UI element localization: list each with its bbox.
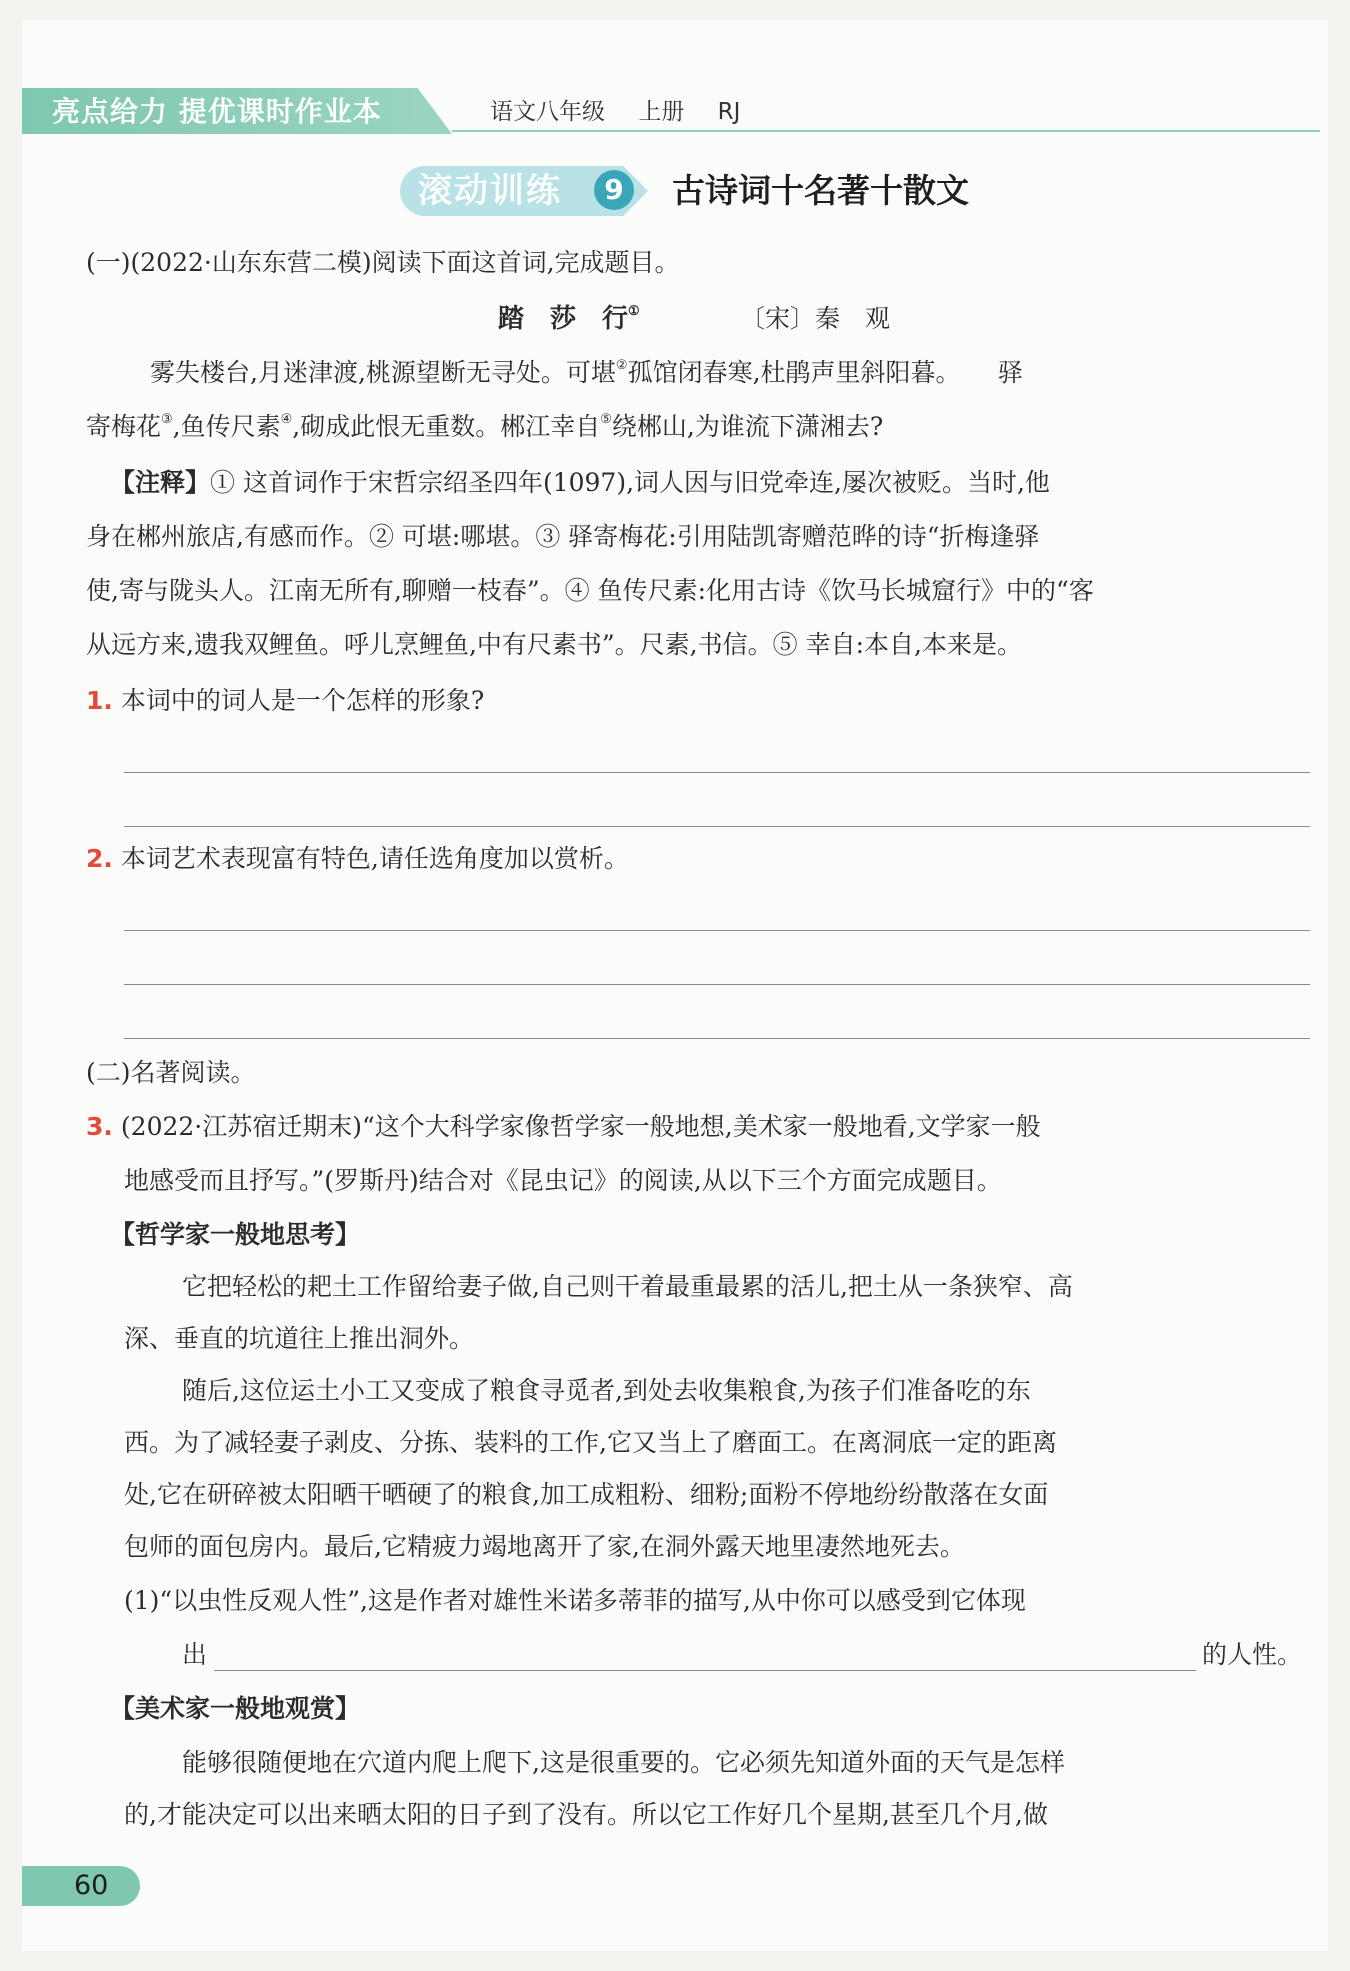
answer-line-q1-2[interactable] bbox=[124, 826, 1310, 827]
part2-heading: (二)名著阅读。 bbox=[86, 1058, 256, 1087]
passage3-line-1: 能够很随便地在穴道内爬上爬下,这是很重要的。它必须先知道外面的天气是怎样 bbox=[182, 1748, 1065, 1777]
passage2-line-1: 随后,这位运土小工又变成了粮食寻觅者,到处去收集粮食,为孩子们准备吃的东 bbox=[182, 1376, 1031, 1405]
header-volume: 上册 bbox=[638, 99, 685, 125]
poem-line-2b: ,鱼传尺素 bbox=[172, 412, 281, 441]
poem-line-1 bbox=[150, 356, 1023, 390]
passage2-line-4: 包师的面包房内。最后,它精疲力竭地离开了家,在洞外露天地里凄然地死去。 bbox=[124, 1532, 965, 1561]
subquestion-1-suffix: 的人性。 bbox=[1202, 1640, 1303, 1669]
header-subject-info bbox=[490, 92, 766, 132]
passage1-line-2: 深、垂直的坑道往上推出洞外。 bbox=[124, 1324, 475, 1353]
poem-note-3: ③ bbox=[161, 412, 173, 427]
question-2-number: 2. bbox=[86, 844, 113, 873]
poem-line-1a: 雾失楼台,月迷津渡,桃源望断无寻处。可堪 bbox=[150, 358, 616, 387]
note-line-1 bbox=[110, 466, 1050, 500]
note-line-1-text: ① 这首词作于宋哲宗绍圣四年(1097),词人因与旧党牵连,屡次被贬。当时,他 bbox=[210, 468, 1050, 497]
section-number: 9 bbox=[594, 170, 634, 210]
poem-note-4: ④ bbox=[280, 412, 293, 427]
header-subject: 语文八年级 bbox=[490, 99, 605, 125]
poem-line-1b: 孤馆闭春寒,杜鹃声里斜阳暮。 驿 bbox=[627, 358, 1024, 387]
poem-line-2a: 寄梅花 bbox=[86, 412, 162, 441]
note-line-3: 使,寄与陇头人。江南无所有,聊赠一枝春”。④ 鱼传尺素:化用古诗《饮马长城窟行》中的“客 bbox=[86, 576, 1094, 605]
question-1 bbox=[86, 684, 484, 718]
page-number: 60 bbox=[74, 1870, 109, 1901]
question-3-text-1: (2022·江苏宿迁期末)“这个大科学家像哲学家一般地想,美术家一般地看,文学家一般 bbox=[120, 1112, 1041, 1141]
poem-line-2c: ,砌成此恨无重数。郴江幸自 bbox=[292, 412, 601, 441]
passage3-line-2: 的,才能决定可以出来晒太阳的日子到了没有。所以它工作好几个星期,甚至几个月,做 bbox=[124, 1800, 1048, 1829]
question-3-line-2: 地感受而且抒写。”(罗斯丹)结合对《昆虫记》的阅读,从以下三个方面完成题目。 bbox=[124, 1166, 1002, 1195]
passage1-line-1: 它把轻松的耙土工作留给妻子做,自己则干着最重最累的活儿,把土从一条狭窄、高 bbox=[182, 1272, 1073, 1301]
note-label: 【注释】 bbox=[110, 468, 211, 497]
answer-line-q1-1[interactable] bbox=[124, 772, 1310, 773]
question-1-text: 本词中的词人是一个怎样的形象? bbox=[120, 686, 485, 715]
poem-title-text: 踏 莎 行 bbox=[498, 304, 629, 334]
header-rule bbox=[452, 130, 1320, 132]
section-badge-label: 滚动训练 bbox=[418, 171, 562, 211]
workbook-page bbox=[22, 20, 1328, 1951]
answer-line-q2-3[interactable] bbox=[124, 1038, 1310, 1039]
answer-line-sq1[interactable] bbox=[214, 1670, 1196, 1671]
part1-heading: (一)(2022·山东东营二模)阅读下面这首词,完成题目。 bbox=[86, 248, 680, 277]
poem-author: 〔宋〕秦 观 bbox=[740, 304, 891, 333]
poem-note-5: ⑤ bbox=[600, 412, 612, 427]
poem-note-2: ② bbox=[615, 358, 628, 373]
answer-line-q2-1[interactable] bbox=[124, 930, 1310, 931]
question-2-text: 本词艺术表现富有特色,请任选角度加以赏析。 bbox=[120, 844, 629, 873]
header-brand: 亮点给力 提优课时作业本 bbox=[52, 95, 382, 128]
subsection-artist-label: 【美术家一般地观赏】 bbox=[110, 1694, 361, 1723]
poem-line-2 bbox=[86, 410, 883, 444]
subquestion-1-prefix: 出 bbox=[182, 1640, 208, 1669]
passage2-line-3: 处,它在研碎被太阳晒干晒硬了的粮食,加工成粗粉、细粉;面粉不停地纷纷散落在女面 bbox=[124, 1480, 1049, 1509]
passage2-line-2: 西。为了减轻妻子剥皮、分拣、装料的工作,它又当上了磨面工。在离洞底一定的距离 bbox=[124, 1428, 1057, 1457]
poem-title-note: ① bbox=[628, 304, 640, 319]
question-1-number: 1. bbox=[86, 686, 113, 715]
poem-title bbox=[498, 302, 640, 336]
answer-line-q2-2[interactable] bbox=[124, 984, 1310, 985]
header-edition: RJ bbox=[717, 99, 741, 125]
question-2 bbox=[86, 842, 629, 876]
subsection-philosopher-label: 【哲学家一般地思考】 bbox=[110, 1220, 361, 1249]
subquestion-1-line-1: (1)“以虫性反观人性”,这是作者对雄性米诺多蒂菲的描写,从中你可以感受到它体现 bbox=[124, 1586, 1026, 1615]
question-3-line-1 bbox=[86, 1110, 1041, 1144]
note-line-2: 身在郴州旅店,有感而作。② 可堪:哪堪。③ 驿寄梅花:引用陆凯寄赠范晔的诗“折梅逢驿 bbox=[86, 522, 1040, 551]
poem-line-2d: 绕郴山,为谁流下潇湘去? bbox=[611, 412, 884, 441]
note-line-4: 从远方来,遗我双鲤鱼。呼儿烹鲤鱼,中有尺素书”。尺素,书信。⑤ 幸自:本自,本来是。 bbox=[86, 630, 1022, 659]
section-title: 古诗词十名著十散文 bbox=[672, 171, 969, 210]
question-3-number: 3. bbox=[86, 1112, 113, 1141]
